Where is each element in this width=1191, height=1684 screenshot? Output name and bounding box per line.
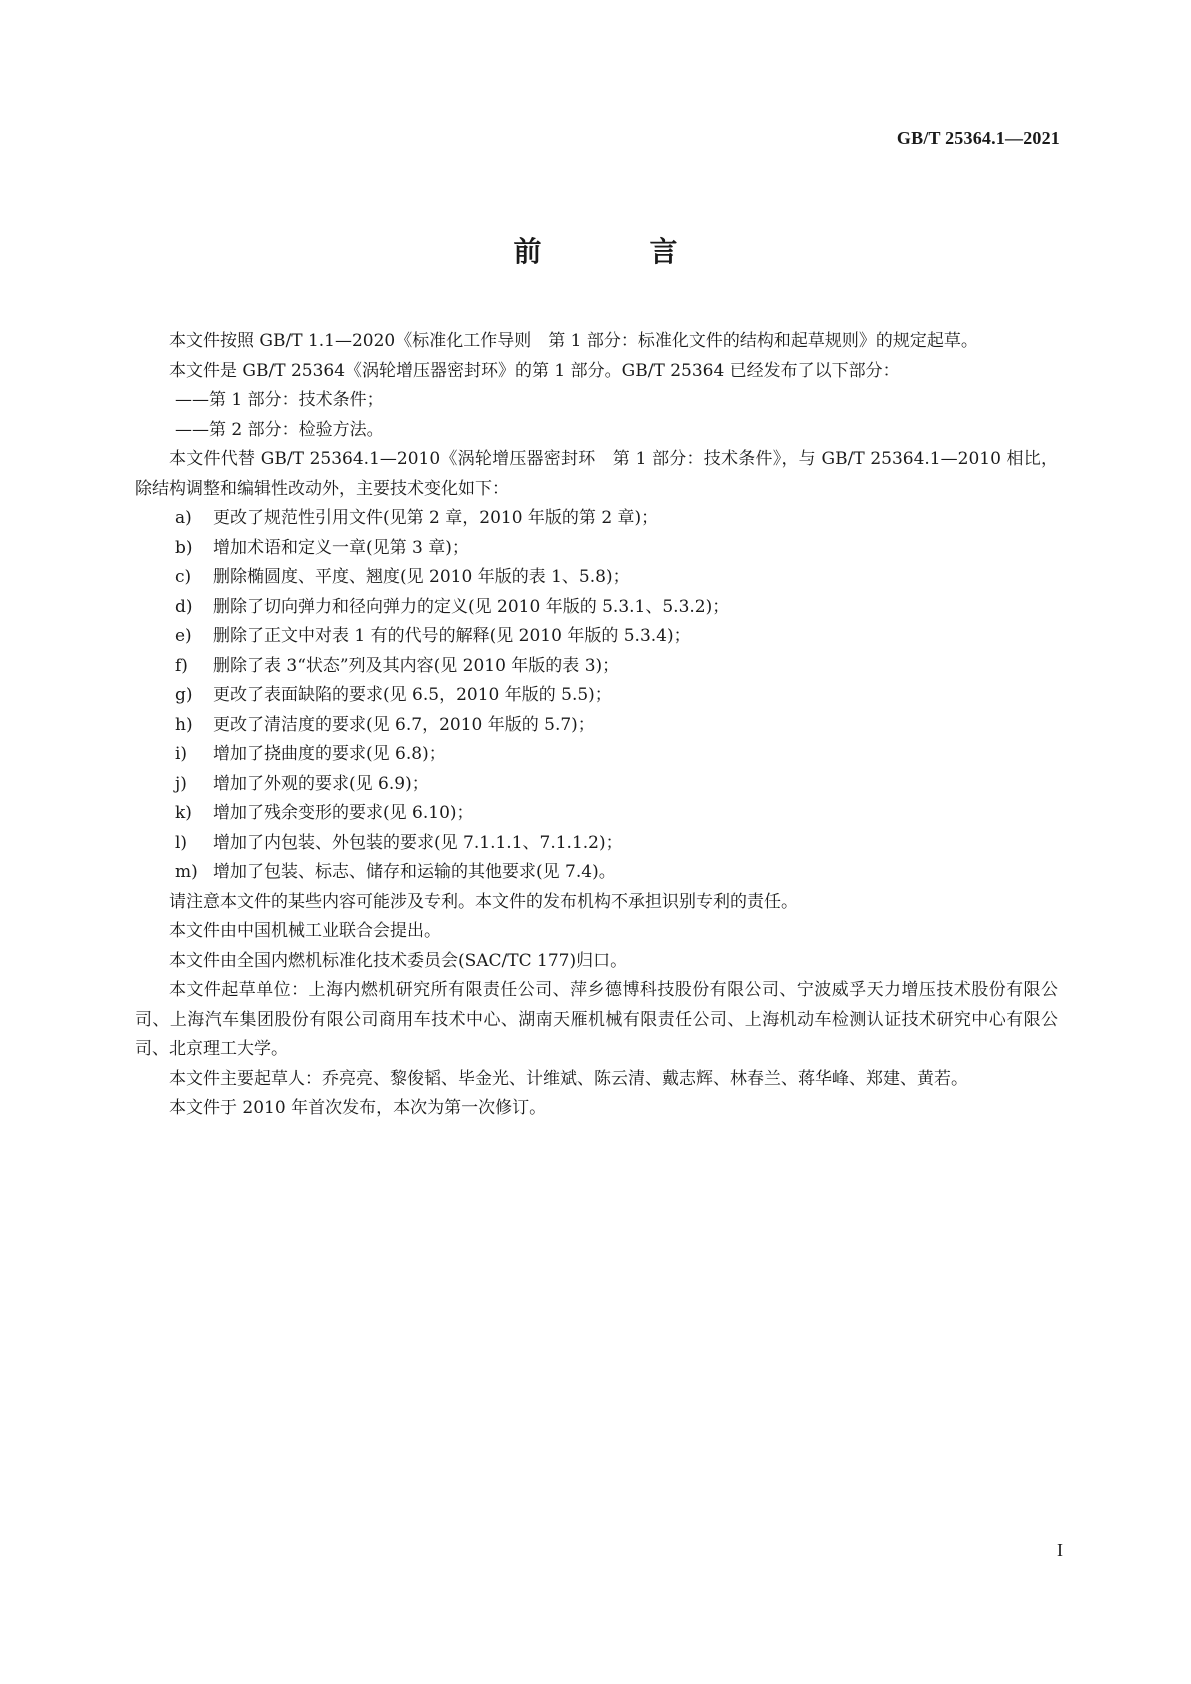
list-item (135, 681, 1058, 711)
list-text: 更改了表面缺陷的要求(见 6.5，2010 年版的 5.5)； (213, 685, 612, 705)
list-text: 增加了挠曲度的要求(见 6.8)； (213, 744, 446, 764)
list-item (135, 593, 1058, 623)
paragraph-drafters: 本文件主要起草人：乔亮亮、黎俊韬、毕金光、计维斌、陈云清、戴志辉、林春兰、蒋华峰、郑建、黄若。 (169, 1068, 968, 1089)
paragraph-drafting-rules: 本文件按照 GB/T 1.1—2020《标准化工作导则 第 1 部分：标准化文件的结构和起草规则》的规定起草。 (169, 331, 978, 351)
paragraph-replacement: 本文件代替 GB/T 25364.1—2010《涡轮增压器密封环 第 1 部分：技术条件》，与 GB/T 25364.1—2010 相比，除结构调整和编辑性改动外，主要技术变化如下： (135, 449, 1058, 499)
list-item (135, 740, 1058, 770)
list-text: 增加了内包装、外包装的要求(见 7.1.1.1、7.1.1.2)； (213, 832, 623, 853)
list-marker: m) (175, 862, 198, 882)
list-marker: h) (175, 714, 193, 735)
list-marker: g) (175, 685, 193, 705)
paragraph-history: 本文件于 2010 年首次发布，本次为第一次修订。 (169, 1098, 547, 1118)
list-marker: d) (175, 596, 193, 617)
list-marker: b) (175, 537, 193, 558)
list-item (135, 858, 1058, 888)
list-item (135, 711, 1058, 741)
list-marker: k) (175, 803, 192, 823)
paragraph-patent-notice: 请注意本文件的某些内容可能涉及专利。本文件的发布机构不承担识别专利的责任。 (169, 891, 798, 912)
list-item (135, 504, 1058, 534)
dash-item-part-2: ——第 2 部分：检验方法。 (175, 419, 384, 440)
changes-list (135, 504, 1058, 888)
list-marker: c) (175, 567, 192, 587)
list-text: 删除了切向弹力和径向弹力的定义(见 2010 年版的 5.3.1、5.3.2)； (213, 596, 730, 617)
list-text: 删除椭圆度、平度、翘度(见 2010 年版的表 1、5.8)； (213, 567, 630, 587)
list-item (135, 534, 1058, 564)
page-number: I (1057, 1540, 1063, 1560)
dash-item-part-1: ——第 1 部分：技术条件； (175, 390, 384, 410)
list-marker: i) (175, 744, 188, 764)
paragraph-proposer: 本文件由中国机械工业联合会提出。 (169, 921, 441, 941)
list-text: 删除了正文中对表 1 有的代号的解释(见 2010 年版的 5.3.4)； (213, 626, 691, 646)
list-text: 增加术语和定义一章(见第 3 章)； (213, 537, 469, 558)
list-item (135, 770, 1058, 800)
list-item (135, 652, 1058, 682)
document-code: GB/T 25364.1—2021 (896, 128, 1060, 148)
page-title: 前 言 (513, 235, 718, 268)
list-text: 增加了外观的要求(见 6.9)； (213, 773, 429, 794)
list-marker: j) (175, 773, 187, 794)
list-marker: e) (175, 626, 192, 646)
list-text: 增加了残余变形的要求(见 6.10)； (213, 803, 474, 823)
foreword-body (135, 327, 1058, 1124)
list-item (135, 563, 1058, 593)
list-marker: a) (175, 508, 192, 528)
paragraph-committee: 本文件由全国内燃机标准化技术委员会(SAC/TC 177)归口。 (169, 950, 628, 971)
list-text: 增加了包装、标志、储存和运输的其他要求(见 7.4)。 (213, 862, 616, 882)
list-text: 更改了规范性引用文件(见第 2 章，2010 年版的第 2 章)； (213, 508, 659, 528)
list-text: 删除了表 3“状态”列及其内容(见 2010 年版的表 3)； (213, 655, 620, 676)
list-item (135, 622, 1058, 652)
list-item (135, 829, 1058, 859)
list-item (135, 799, 1058, 829)
list-text: 更改了清洁度的要求(见 6.7，2010 年版的 5.7)； (213, 714, 595, 735)
list-marker: f) (175, 655, 188, 676)
list-marker: l) (175, 832, 188, 853)
paragraph-drafting-units: 本文件起草单位：上海内燃机研究所有限责任公司、萍乡德博科技股份有限公司、宁波威孚天力增压技术股份有限公司、上海汽车集团股份有限公司商用车技术中心、湖南天雁机械有限责任公司、上海机动车检测认证技术研究中心有限公司、北京理工大学。 (135, 980, 1058, 1059)
paragraph-series-parts: 本文件是 GB/T 25364《涡轮增压器密封环》的第 1 部分。GB/T 25364 已经发布了以下部分： (169, 360, 900, 381)
